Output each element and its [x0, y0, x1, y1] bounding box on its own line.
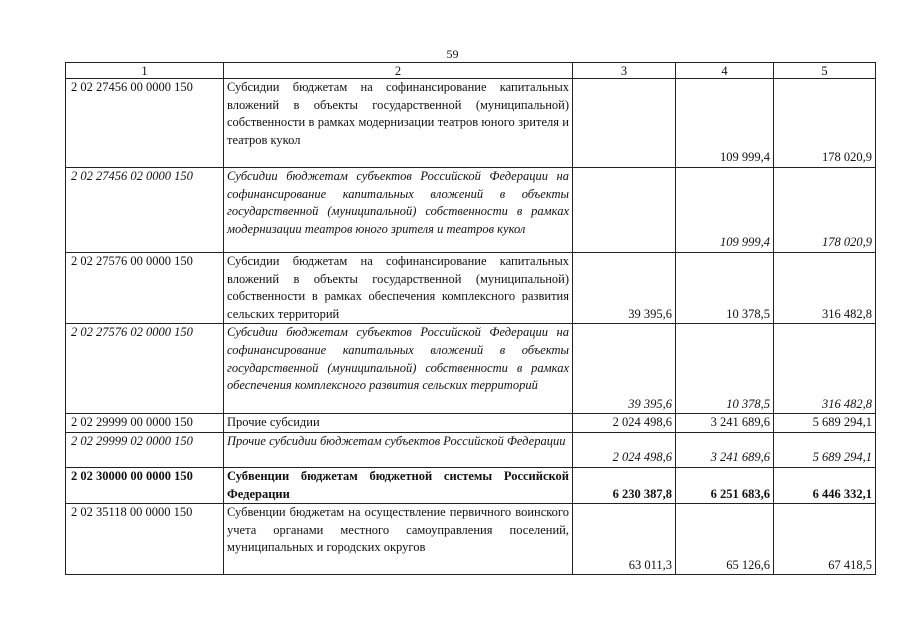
row-description: Субсидии бюджетам субъектов Российской Федерации на софинансирование капитальных вложений в объекты государственной (муниципальной) собственности в рамках модернизации театров юного зрителя и театров кукол [224, 168, 573, 253]
row-code: 2 02 27576 00 0000 150 [66, 253, 224, 324]
row-value-col3: 2 024 498,6 [573, 432, 676, 467]
header-col-3: 3 [573, 63, 676, 79]
row-description: Субсидии бюджетам на софинансирование капитальных вложений в объекты государственной (муниципальной) собственности в рамках обеспечения комплексного развития сельских территорий [224, 253, 573, 324]
row-value-col3 [573, 168, 676, 253]
row-value-col3: 2 024 498,6 [573, 414, 676, 433]
row-code: 2 02 35118 00 0000 150 [66, 504, 224, 575]
row-value-col4: 3 241 689,6 [676, 432, 774, 467]
row-code: 2 02 29999 00 0000 150 [66, 414, 224, 433]
row-value-col5: 316 482,8 [774, 253, 876, 324]
row-description: Прочие субсидии бюджетам субъектов Российской Федерации [224, 432, 573, 467]
table-row [66, 79, 876, 168]
row-description: Субсидии бюджетам субъектов Российской Федерации на софинансирование капитальных вложений в объекты государственной (муниципальной) собственности в рамках обеспечения комплексного развития сельских территорий [224, 324, 573, 414]
row-code: 2 02 30000 00 0000 150 [66, 467, 224, 503]
row-value-col4: 3 241 689,6 [676, 414, 774, 433]
row-value-col5: 5 689 294,1 [774, 432, 876, 467]
row-value-col4: 6 251 683,6 [676, 467, 774, 503]
row-value-col5: 178 020,9 [774, 168, 876, 253]
row-value-col4: 10 378,5 [676, 324, 774, 414]
row-value-col4: 65 126,6 [676, 504, 774, 575]
row-value-col3: 63 011,3 [573, 504, 676, 575]
row-value-col3: 6 230 387,8 [573, 467, 676, 503]
table-row [66, 467, 876, 503]
table-row [66, 414, 876, 433]
row-value-col5: 67 418,5 [774, 504, 876, 575]
table-row [66, 432, 876, 467]
row-value-col3: 39 395,6 [573, 324, 676, 414]
header-col-2: 2 [224, 63, 573, 79]
row-code: 2 02 27456 02 0000 150 [66, 168, 224, 253]
budget-revenue-table [65, 62, 876, 575]
row-code: 2 02 27456 00 0000 150 [66, 79, 224, 168]
row-value-col5: 6 446 332,1 [774, 467, 876, 503]
table-row [66, 253, 876, 324]
row-description: Субсидии бюджетам на софинансирование капитальных вложений в объекты государственной (муниципальной) собственности в рамках модернизации театров юного зрителя и театров кукол [224, 79, 573, 168]
page-number: 59 [446, 47, 459, 61]
table-row [66, 324, 876, 414]
row-code: 2 02 27576 02 0000 150 [66, 324, 224, 414]
header-col-1: 1 [66, 63, 224, 79]
row-value-col4: 109 999,4 [676, 79, 774, 168]
row-value-col5: 316 482,8 [774, 324, 876, 414]
row-description: Прочие субсидии [224, 414, 573, 433]
header-col-4: 4 [676, 63, 774, 79]
row-value-col4: 10 378,5 [676, 253, 774, 324]
table-header-row [66, 63, 876, 79]
table-row [66, 168, 876, 253]
row-value-col5: 178 020,9 [774, 79, 876, 168]
row-code: 2 02 29999 02 0000 150 [66, 432, 224, 467]
row-description: Субвенции бюджетам бюджетной системы Российской Федерации [224, 467, 573, 503]
row-value-col4: 109 999,4 [676, 168, 774, 253]
table-row [66, 504, 876, 575]
row-description: Субвенции бюджетам на осуществление первичного воинского учета органами местного самоуправления поселений, муниципальных и городских округов [224, 504, 573, 575]
row-value-col3: 39 395,6 [573, 253, 676, 324]
row-value-col5: 5 689 294,1 [774, 414, 876, 433]
header-col-5: 5 [774, 63, 876, 79]
row-value-col3 [573, 79, 676, 168]
